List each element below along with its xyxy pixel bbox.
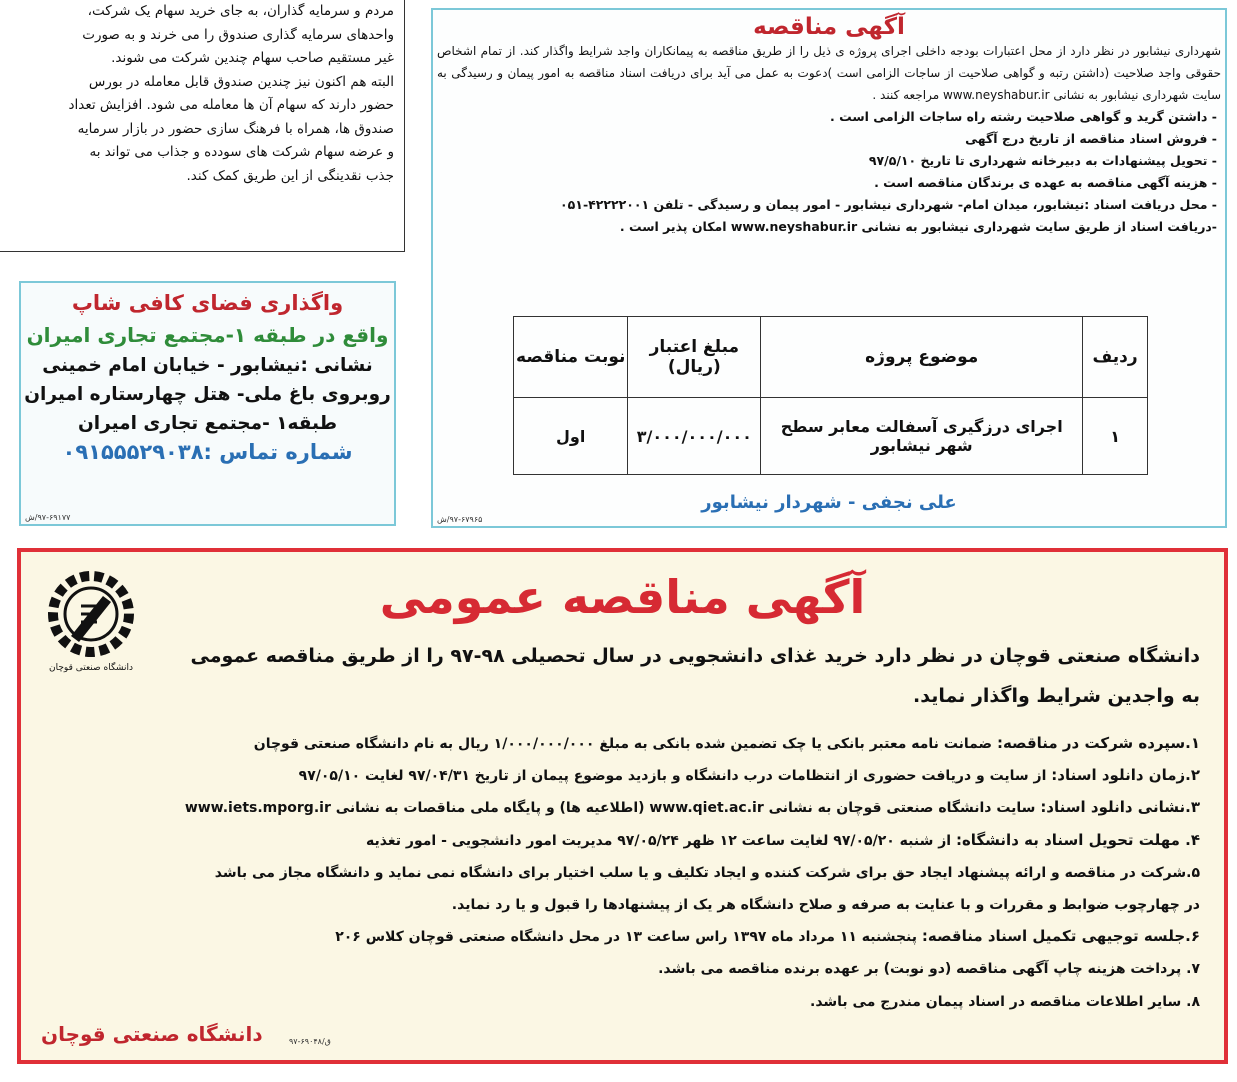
term-key: ۶.جلسه توجیهی تکمیل اسناد مناقصه: <box>921 927 1200 946</box>
ad-code: ۹۷-۶۹۱۷۷/ش <box>25 513 71 522</box>
ad-signature: دانشگاه صنعتی قوچان <box>41 1022 263 1046</box>
cafe-ad-address: نشانی :نیشابور - خیابان امام خمینی <box>42 355 373 376</box>
ad-code: ۹۷-۶۹۰۴۸/ق <box>289 1037 331 1046</box>
cafe-ad-location: واقع در طبقه ۱-مجتمع تجاری امیران <box>26 323 389 347</box>
condition-item: - فروش اسناد مناقصه از تاریخ درج آگهی <box>965 131 1217 146</box>
cell-project-subject: اجرای درزگیری آسفالت معابر سطح شهر نیشابور <box>761 398 1083 475</box>
cell-round: اول <box>514 398 628 475</box>
term-text: از سایت و دریافت حضوری از انتظامات درب دانشگاه و بازدید موضوع پیمان از تاریخ ۹۷/۰۴/۳۱ لغایت ۹۷/۰۵/۱۰ <box>298 768 1047 785</box>
table-row <box>514 398 1148 475</box>
term-text: سایت دانشگاه صنعتی قوچان به نشانی www.qiet.ac.ir (اطلاعیه ها) و پایگاه ملی مناقصات به نشانی www.iets.mporg.ir <box>184 800 1036 817</box>
col-round: نوبت مناقصه <box>514 317 628 398</box>
condition-item: - تحویل پیشنهادات به دبیرخانه شهرداری تا تاریخ ۹۷/۵/۱۰ <box>868 153 1217 168</box>
term-text: ۵.شرکت در مناقصه و ارائه پیشنهاد ایجاد حق برای شرکت کننده و ایجاد تکلیف و یا سلب اختیار برای دانشگاه نمی نماید و دانشگاه مجاز می باشد <box>214 864 1200 881</box>
term-text: از شنبه ۹۷/۰۵/۲۰ لغایت ساعت ۱۲ ظهر ۹۷/۰۵/۲۴ مدیریت امور دانشجویی - امور تغذیه <box>366 832 952 849</box>
term-text: ۷. پرداخت هزینه چاپ آگهی مناقصه (دو نوبت) بر عهده برنده مناقصه می باشد. <box>658 961 1200 978</box>
article-line: جذب نقدینگی از این طریق کمک کند. <box>186 167 394 184</box>
cafe-ad-phone: شماره تماس :۰۹۱۵۵۵۲۹۰۳۸ <box>62 440 353 464</box>
cafe-ad-title: واگذاری فضای کافی شاپ <box>71 291 344 315</box>
conditions-list <box>433 106 1225 238</box>
tender-terms-list <box>39 728 1200 1018</box>
ad-title: آگهی مناقصه عمومی <box>379 570 866 624</box>
article-line: غیر مستقیم صاحب سهام چندین شرکت می شوند. <box>111 50 394 66</box>
condition-item: - داشتن گرید و گواهی صلاحیت رشته راه ساجات الزامی است . <box>829 109 1217 124</box>
col-budget: مبلغ اعتبار (ریال) <box>628 317 761 398</box>
intro-text: در نظر دارد خرید غذای دانشجویی در سال تحصیلی ۹۸-۹۷ را از طریق مناقصه عمومی به واجدین شرایط واگذار نماید. <box>190 645 1200 707</box>
term-key: ۱.سپرده شرکت در مناقصه: <box>996 734 1200 752</box>
term-item <box>39 792 1200 824</box>
cell-row-number: ۱ <box>1083 398 1148 475</box>
term-item <box>39 825 1200 857</box>
term-item <box>39 857 1200 889</box>
cafe-ad-address-3: طبقه۱ -مجتمع تجاری امیران <box>77 413 337 434</box>
table-header-row <box>514 317 1148 398</box>
term-key: ۳.نشانی دانلود اسناد: <box>1040 798 1200 817</box>
cell-budget: ۳/۰۰۰/۰۰۰/۰۰۰ <box>628 398 761 475</box>
article-fragment <box>0 0 405 252</box>
quchan-tender-ad <box>17 548 1228 1064</box>
term-item <box>39 921 1200 953</box>
term-item <box>39 760 1200 792</box>
cafe-ad <box>19 281 396 526</box>
term-text: پنجشنبه ۱۱ مرداد ماه ۱۳۹۷ راس ساعت ۱۳ در محل دانشگاه صنعتی قوچان کلاس ۲۰۶ <box>335 929 918 946</box>
term-item <box>39 728 1200 760</box>
term-text: در چهارچوب ضوابط و مقررات و با عنایت به صرفه و صلاح دانشگاه هر یک از پیشنهادها را قبول و یا رد نماید. <box>451 897 1200 914</box>
col-project-subject: موضوع پروژه <box>761 317 1083 398</box>
neyshabur-tender-ad <box>431 8 1227 528</box>
condition-item: - هزینه آگهی مناقصه به عهده ی برندگان مناقصه است . <box>874 175 1217 190</box>
term-text: ضمانت نامه معتبر بانکی یا چک تضمین شده بانکی به مبلغ ۱/۰۰۰/۰۰۰/۰۰۰ ریال به نام دانشگاه صنعتی قوچان <box>253 736 993 752</box>
cafe-ad-address-2: روبروی باغ ملی- هتل چهارستاره امیران <box>24 384 391 405</box>
term-item <box>39 986 1200 1018</box>
term-item <box>39 953 1200 985</box>
article-line: و عرضه سهام شرکت های سودده و جذاب می تواند به <box>89 144 394 160</box>
organization-name: دانشگاه صنعتی قوچان <box>989 645 1200 667</box>
term-item <box>39 889 1200 921</box>
article-line: مردم و سرمایه گذاران، به جای خرید سهام یک شرکت، <box>87 3 394 19</box>
article-line: حضور دارند که سهام آن ها معامله می شود. افزایش تعداد <box>68 97 394 113</box>
ad-intro: شهرداری نیشابور در نظر دارد از محل اعتبارات بودجه داخلی اجرای پروژه ی ذیل را از طریق مناقصه به پیمانکاران واجد شرایط واگذار کند. از تمام اشخاص حقوقی واجد صلاحیت (داشتن رتبه و گواهی صلاحیت از ساجات الزامی است )دعوت به عمل می آید برای دریافت اسناد مناقصه به امور پیمان و رسیدگی به سایت شهرداری نیشابور به نشانی www.neyshabur.ir مراجعه کنند . <box>437 44 1221 102</box>
ad-title: آگهی مناقصه <box>753 14 905 40</box>
term-key: ۴. مهلت تحویل اسناد به دانشگاه: <box>955 830 1200 849</box>
logo-caption: دانشگاه صنعتی قوچان <box>49 663 133 673</box>
ad-code: ۹۷-۶۷۹۶۵/ش <box>437 515 483 524</box>
condition-item: - محل دریافت اسناد :نیشابور، میدان امام- شهرداری نیشابور - امور پیمان و رسیدگی - تلفن ۴۲۲۲۲۰۰۱-۰۵۱ <box>560 197 1217 212</box>
col-row-number: ردیف <box>1083 317 1148 398</box>
project-table <box>513 316 1148 475</box>
ad-signature: علی نجفی - شهردار نیشابور <box>701 492 957 513</box>
term-key: ۲.زمان دانلود اسناد: <box>1051 766 1200 785</box>
article-line: صندوق ها، همراه با فرهنگ سازی حضور در بازار سرمایه <box>77 120 394 137</box>
article-line: واحدهای سرمایه گذاری صندوق را می خرند و به صورت <box>82 26 394 43</box>
term-text: ۸. سایر اطلاعات مناقصه در اسناد پیمان مندرج می باشد. <box>810 993 1200 1010</box>
article-line: البته هم اکنون نیز چندین صندوق قابل معامله در بورس <box>88 73 394 90</box>
ad-intro <box>181 636 1200 716</box>
condition-item: -دریافت اسناد از طریق سایت شهرداری نیشابور به نشانی www.neyshabur.ir امکان پذیر است . <box>619 219 1217 234</box>
